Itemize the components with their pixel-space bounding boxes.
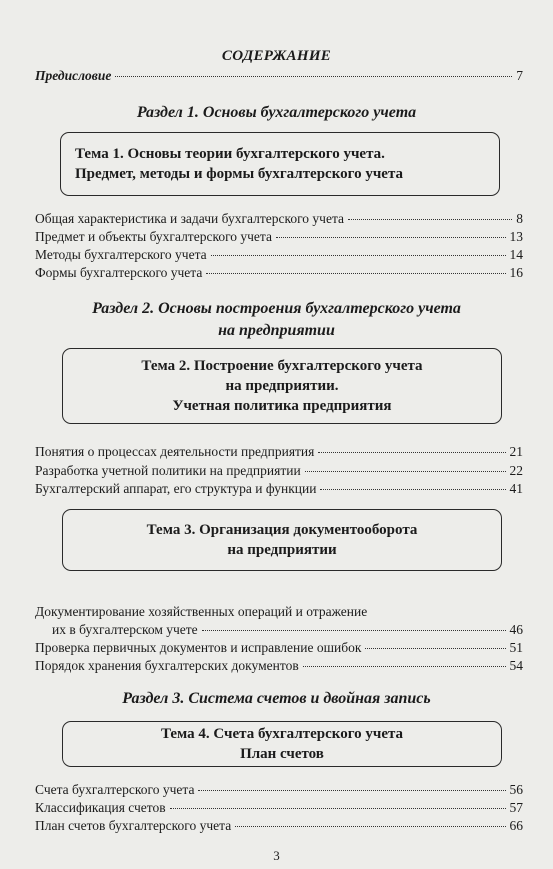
topic-1-line-2: Предмет, методы и формы бухгалтерского учета (75, 166, 404, 182)
dot-leader (365, 648, 505, 649)
toc-entry (35, 229, 523, 245)
toc-entry (35, 211, 523, 227)
toc-entry-page: 16 (509, 265, 523, 280)
toc-entry (35, 800, 523, 816)
dot-leader (276, 237, 506, 238)
dot-leader (211, 255, 506, 256)
toc-entry-page: 46 (509, 622, 523, 637)
toc-entry-page: 13 (509, 229, 523, 244)
toc-entry-label: их в бухгалтерском учете (52, 622, 198, 637)
toc-entry-label: Счета бухгалтерского учета (35, 782, 195, 797)
dot-leader (348, 219, 512, 220)
page-number: 3 (273, 848, 280, 863)
topic-4-line-1: Тема 4. Счета бухгалтерского учета (160, 726, 404, 742)
dot-leader (303, 666, 506, 667)
toc-entry-preface (35, 68, 523, 84)
toc-entry-label: Общая характеристика и задачи бухгалтерского учета (35, 211, 345, 226)
toc-entry-label: Разработка учетной политики на предприятии (35, 463, 301, 478)
toc-entry-label: Бухгалтерский аппарат, его структура и функции (35, 481, 317, 496)
topic-4-line-2: План счетов (240, 746, 324, 762)
section-2-title (0, 298, 553, 342)
toc-entry-page: 22 (509, 463, 523, 478)
toc-entry-label: Проверка первичных документов и исправление ошибок (35, 640, 362, 655)
toc-entry-page: 57 (509, 800, 523, 815)
toc-entry (35, 265, 523, 281)
dot-leader (170, 808, 506, 809)
toc-entry-page: 8 (516, 211, 523, 226)
toc-entry (35, 444, 523, 460)
toc-entry-page: 21 (509, 444, 523, 459)
topic-2-box (62, 348, 502, 424)
topic-1-line-1: Тема 1. Основы теории бухгалтерского учета. (75, 146, 385, 162)
toc-entry-label: Понятия о процессах деятельности предприятия (35, 444, 315, 459)
toc-entry (35, 640, 523, 656)
section-3-title: Раздел 3. Система счетов и двойная запись (122, 690, 431, 707)
dot-leader (320, 489, 505, 490)
section-1-title: Раздел 1. Основы бухгалтерского учета (136, 104, 417, 121)
toc-entry-label: План счетов бухгалтерского учета (35, 818, 232, 833)
toc-entry-label: Предисловие (35, 68, 112, 83)
toc-entry (52, 622, 523, 638)
section-2-line-1: Раздел 2. Основы построения бухгалтерского учета (92, 300, 461, 317)
toc-entry-label: Порядок хранения бухгалтерских документов (35, 658, 299, 673)
topic-3-box (62, 509, 502, 571)
dot-leader (202, 630, 506, 631)
topic-3-line-2: на предприятии (227, 542, 337, 558)
toc-entry-page: 66 (509, 818, 523, 833)
toc-entry (35, 782, 523, 798)
toc-entry-label: Предмет и объекты бухгалтерского учета (35, 229, 272, 244)
toc-entry-label-line-1: Документирование хозяйственных операций и отражение (35, 604, 368, 619)
toc-entry-label: Методы бухгалтерского учета (35, 247, 207, 262)
toc-entry-page: 14 (509, 247, 523, 262)
toc-entry-page: 7 (516, 68, 523, 83)
page-title: СОДЕРЖАНИЕ (221, 48, 332, 64)
toc-entry-page: 54 (509, 658, 523, 673)
dot-leader (305, 471, 506, 472)
topic-4-box (62, 721, 502, 767)
toc-entry (35, 818, 523, 834)
dot-leader (318, 452, 505, 453)
dot-leader (115, 76, 512, 77)
dot-leader (198, 790, 505, 791)
section-2-line-2: на предприятии (218, 322, 335, 339)
topic-2-line-2: на предприятии. (225, 378, 339, 394)
topic-2-line-1: Тема 2. Построение бухгалтерского учета (141, 358, 423, 374)
dot-leader (235, 826, 505, 827)
topic-1-box (60, 132, 500, 196)
topic-3-line-1: Тема 3. Организация документооборота (146, 522, 418, 538)
toc-entry-page: 51 (509, 640, 523, 655)
dot-leader (206, 273, 505, 274)
toc-entry-page: 41 (509, 481, 523, 496)
topic-2-line-3: Учетная политика предприятия (172, 398, 392, 414)
toc-entry-page: 56 (509, 782, 523, 797)
toc-entry (35, 247, 523, 263)
toc-entry (35, 481, 523, 497)
toc-entry-label: Формы бухгалтерского учета (35, 265, 203, 280)
toc-entry (35, 658, 523, 674)
toc-entry (35, 463, 523, 479)
toc-entry-label: Классификация счетов (35, 800, 166, 815)
